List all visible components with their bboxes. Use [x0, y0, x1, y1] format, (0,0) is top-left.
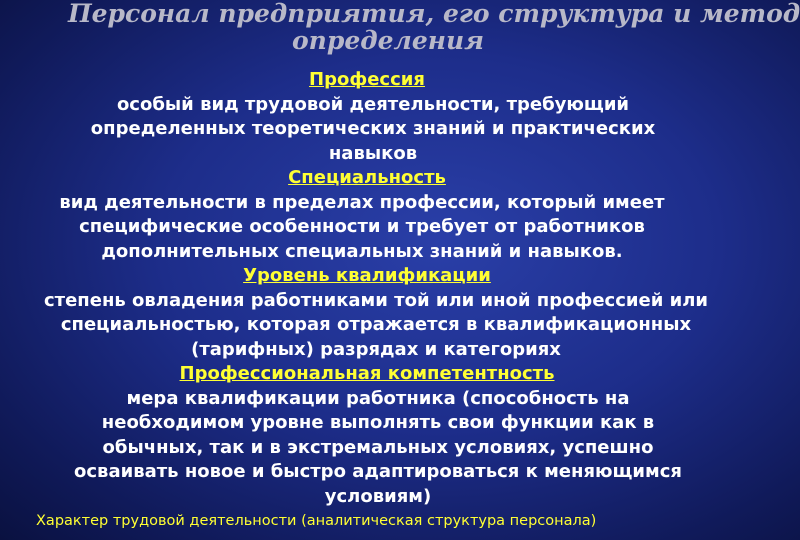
slide-title-line-1: Персонал предприятия, его структура и метод — [68, 0, 800, 28]
footer-link-text: Характер трудовой деятельности (аналитическая структура персонала) — [36, 513, 597, 529]
definition-specialty: вид деятельности в пределах профессии, который имеет специфические особенности и требует от работников дополнительных специальных знаний и навыков. — [59, 191, 665, 262]
slide-title — [0, 0, 800, 55]
heading-qualification-level: Уровень квалификации — [243, 265, 491, 286]
definition-qualification-level: степень овладения работниками той или иной профессией или специальностью, которая отражается в квалификационных (тарифных) разрядах и категориях — [44, 289, 708, 360]
definitions-block — [22, 68, 712, 509]
slide-title-line-2: определения — [292, 26, 485, 55]
heading-profession: Профессия — [309, 69, 425, 90]
heading-specialty: Специальность — [288, 167, 446, 188]
definition-profession: особый вид трудовой деятельности, требующий определенных теоретических знаний и практических навыков — [90, 93, 656, 164]
definition-professional-competence: мера квалификации работника (способность на необходимом уровне выполнять свои функции как в обычных, так и в экстремальных условиях, успешно осваивать новое и быстро адаптироваться к меняющимся условиям) — [74, 387, 682, 507]
heading-professional-competence: Профессиональная компетентность — [179, 363, 555, 384]
